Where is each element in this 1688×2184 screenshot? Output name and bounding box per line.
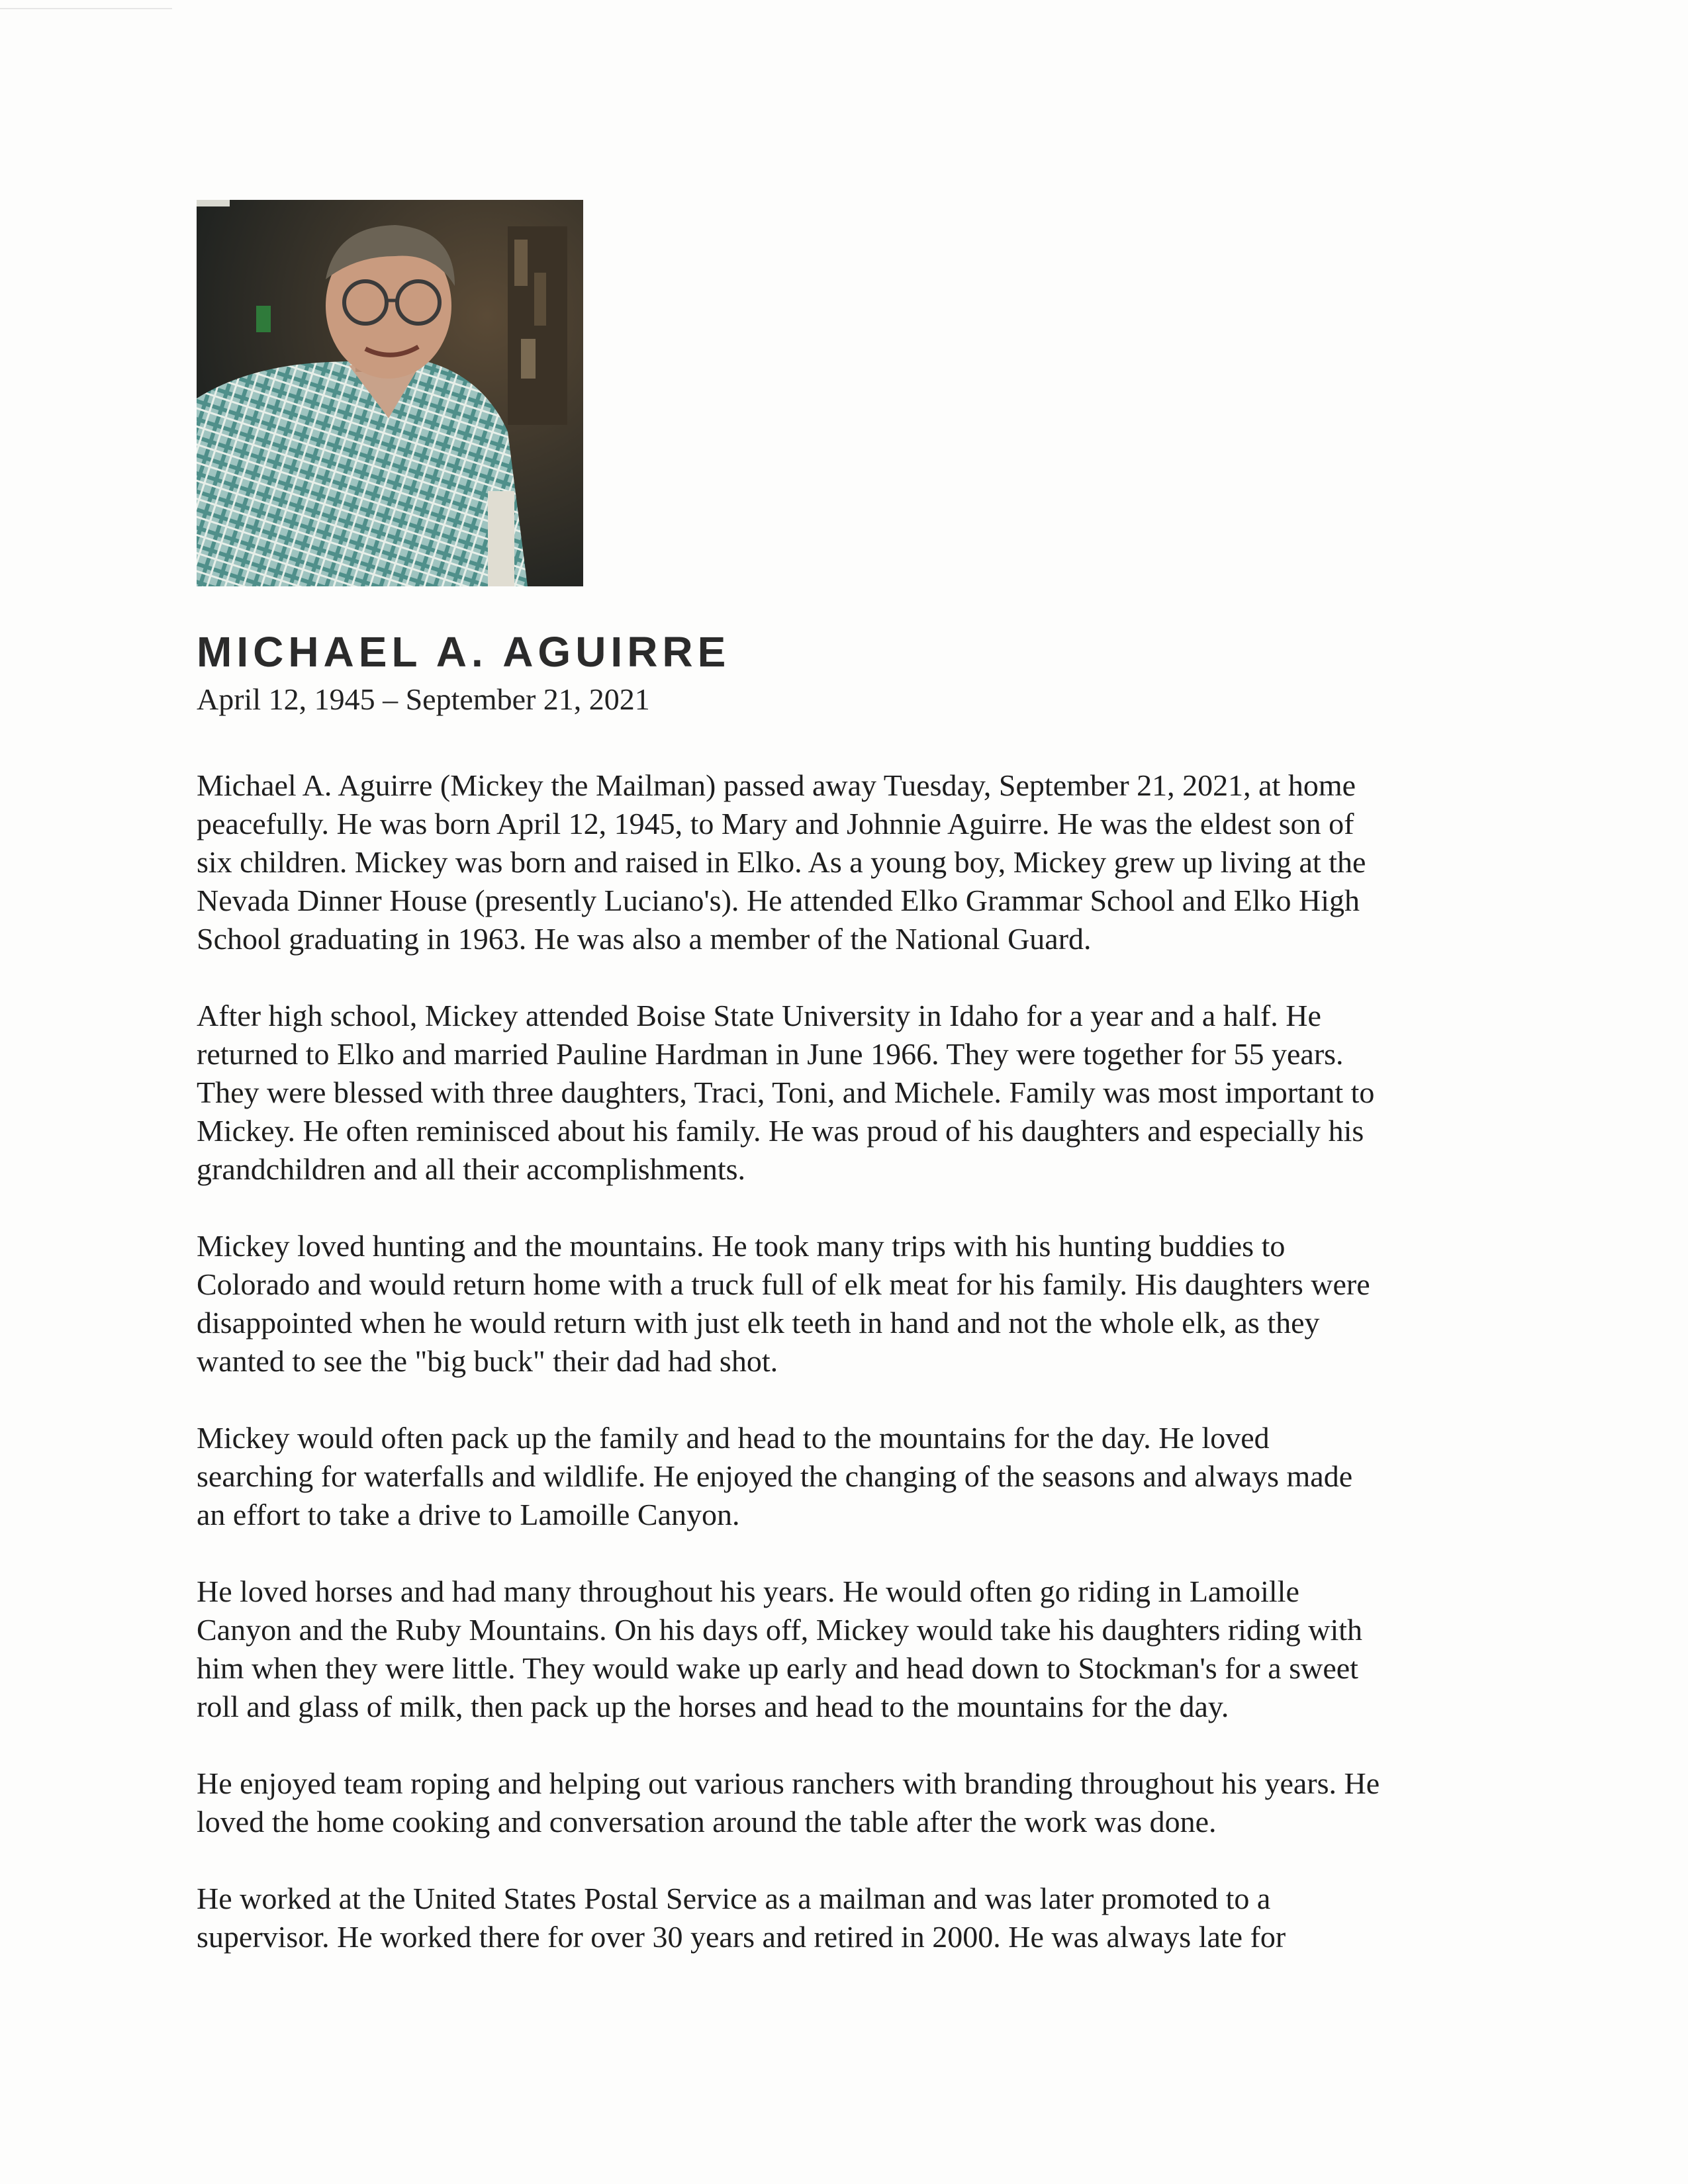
text-line: supervisor. He worked there for over 30 years and retired in 2000. He was always late for bbox=[197, 1920, 1286, 1954]
text-line: They were blessed with three daughters, Traci, Toni, and Michele. Family was most important to bbox=[197, 1075, 1375, 1109]
text-line: grandchildren and all their accomplishments. bbox=[197, 1152, 746, 1186]
text-line: wanted to see the "big buck" their dad had shot. bbox=[197, 1344, 778, 1378]
text-line: Mickey. He often reminisced about his family. He was proud of his daughters and especially his bbox=[197, 1114, 1364, 1148]
text-line: Canyon and the Ruby Mountains. On his days off, Mickey would take his daughters riding with bbox=[197, 1613, 1363, 1647]
text-line: an effort to take a drive to Lamoille Canyon. bbox=[197, 1498, 740, 1531]
text-line: disappointed when he would return with just elk teeth in hand and not the whole elk, as they bbox=[197, 1306, 1320, 1340]
text-line: returned to Elko and married Pauline Hardman in June 1966. They were together for 55 years. bbox=[197, 1037, 1344, 1071]
deceased-name: MICHAEL A. AGUIRRE bbox=[197, 628, 731, 676]
paragraph-early-life bbox=[197, 766, 1507, 958]
text-line: searching for waterfalls and wildlife. He enjoyed the changing of the seasons and always made bbox=[197, 1459, 1353, 1493]
text-line: him when they were little. They would wake up early and head down to Stockman's for a sweet bbox=[197, 1651, 1358, 1685]
scan-edge-mark bbox=[0, 8, 172, 9]
text-line: Mickey loved hunting and the mountains. He took many trips with his hunting buddies to bbox=[197, 1229, 1286, 1263]
text-line: six children. Mickey was born and raised in Elko. As a young boy, Mickey grew up living at the bbox=[197, 845, 1366, 879]
text-line: School graduating in 1963. He was also a member of the National Guard. bbox=[197, 922, 1092, 956]
portrait-photo bbox=[197, 200, 583, 586]
paragraph-family bbox=[197, 997, 1507, 1189]
paragraph-hunting bbox=[197, 1227, 1507, 1381]
text-line: He worked at the United States Postal Service as a mailman and was later promoted to a bbox=[197, 1882, 1271, 1915]
paragraph-horses bbox=[197, 1572, 1507, 1726]
paragraph-career bbox=[197, 1880, 1507, 1956]
obituary-body bbox=[197, 766, 1507, 1995]
text-line: Nevada Dinner House (presently Luciano's). He attended Elko Grammar School and Elko High bbox=[197, 884, 1360, 917]
paragraph-ranching bbox=[197, 1764, 1507, 1841]
text-line: peacefully. He was born April 12, 1945, to Mary and Johnnie Aguirre. He was the eldest son of bbox=[197, 807, 1354, 841]
paragraph-mountains bbox=[197, 1419, 1507, 1534]
text-line: He loved horses and had many throughout his years. He would often go riding in Lamoille bbox=[197, 1574, 1299, 1608]
text-line: He enjoyed team roping and helping out various ranchers with branding throughout his years. He bbox=[197, 1766, 1380, 1800]
life-dates: April 12, 1945 – September 21, 2021 bbox=[197, 682, 650, 716]
text-line: Mickey would often pack up the family and head to the mountains for the day. He loved bbox=[197, 1421, 1270, 1455]
text-line: loved the home cooking and conversation around the table after the work was done. bbox=[197, 1805, 1217, 1839]
text-line: After high school, Mickey attended Boise State University in Idaho for a year and a half. He bbox=[197, 999, 1321, 1032]
text-line: Michael A. Aguirre (Mickey the Mailman) passed away Tuesday, September 21, 2021, at home bbox=[197, 768, 1356, 802]
text-line: roll and glass of milk, then pack up the horses and head to the mountains for the day. bbox=[197, 1690, 1229, 1723]
text-line: Colorado and would return home with a truck full of elk meat for his family. His daughters were bbox=[197, 1267, 1370, 1301]
